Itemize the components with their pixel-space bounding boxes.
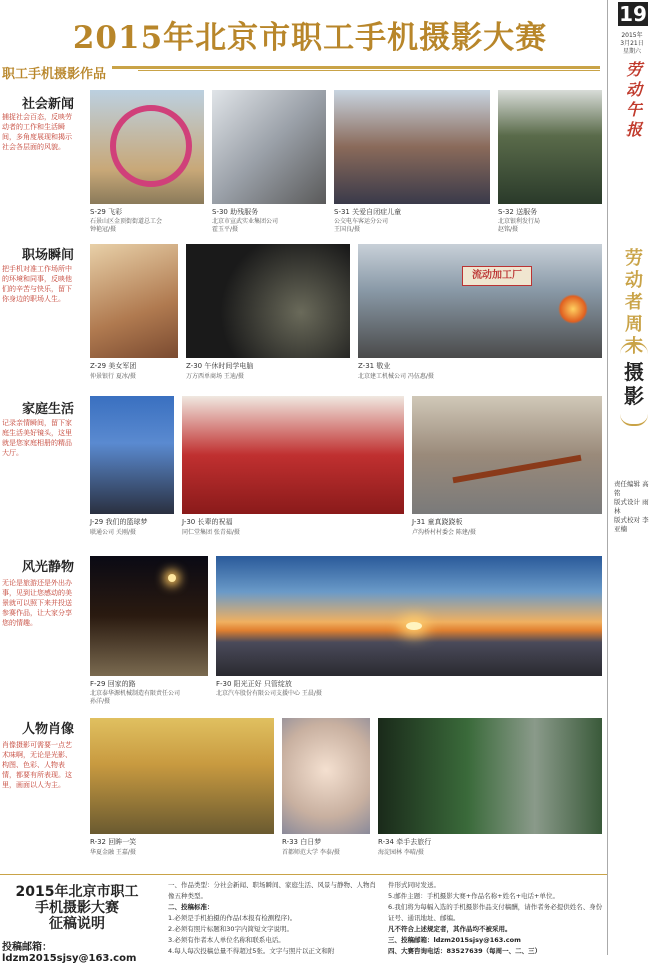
- credit-editor: 责任编辑 高铭: [614, 480, 649, 497]
- category-desc: 肖像摄影可需要一点艺术味啊，无论是光影、构图、色彩、人物表情，都要有所表现。这里，画面以人为主。: [2, 741, 72, 789]
- column-label: 摄影: [624, 360, 644, 408]
- photo-z30: [186, 244, 350, 358]
- page-number: 19: [619, 2, 647, 26]
- photo-credit: 海淀园林 李晴/摄: [378, 849, 424, 856]
- category-title: 风光静物: [21, 560, 74, 575]
- notice-column-2: [388, 880, 604, 957]
- notice-line: 1.必须是手机拍摄的作品(本报有检测程序)。: [168, 914, 297, 922]
- street-lamp: [168, 574, 176, 582]
- photo-credit: 同仁堂集团 张青茹/摄: [182, 529, 240, 536]
- date-year: 2015年: [621, 32, 643, 39]
- notice-line: 二、投稿标准：: [168, 903, 214, 911]
- photo-credit: 北京建工机械公司 冯伍惠/摄: [358, 373, 434, 380]
- photo-credit: 钟艳冠/摄: [90, 226, 117, 233]
- photo-credit: 孙洋/摄: [90, 698, 111, 705]
- category-title: 家庭生活: [21, 402, 74, 417]
- category-title: 职场瞬间: [21, 248, 74, 263]
- section-label: 职工手机摄影作品: [0, 63, 112, 82]
- photo-caption: Z-29 美女军团: [90, 362, 137, 370]
- editor-credits: [614, 480, 652, 534]
- category-desc: 无论是旅游还是外出办事，见到让您感动的美景就可以照下来并投送参赛作品，让大家分享您的情趣。: [2, 579, 72, 627]
- photo-credit: 王国良/摄: [334, 226, 361, 233]
- page-title: 2015年北京市职工手机摄影大赛: [72, 20, 548, 56]
- notice-line: 2.必须有照片标题和30字内简短文字说明。: [168, 925, 293, 933]
- photo-credit: 万方西单商场 王迪/摄: [186, 373, 244, 380]
- photo-credit: 北京汽车股份有限公司支援中心 王晨/摄: [216, 690, 322, 697]
- notice-line: 6.我们将为每幅入选的手机摄影作品支付稿酬，请作者务必提供姓名、身份证号、通讯地址、邮编。: [388, 903, 603, 922]
- photo-credit: 赵铭/摄: [498, 226, 519, 233]
- photo-r34: [378, 718, 602, 834]
- notice-line: 凡不符合上述规定者，其作品均不被采用。: [388, 925, 512, 933]
- photo-r33: [282, 718, 370, 834]
- weekend-label: 劳动者周末: [625, 248, 643, 357]
- notice-title-line: 征稿说明: [49, 916, 105, 932]
- credit-proof: 版式校对 李亚楠: [614, 516, 649, 533]
- credit-design: 版式设计 雨林: [614, 498, 649, 515]
- category-desc: 记录亲情瞬间，留下家庭生活美好镜头，这里就是您家庭相册的精品大厅。: [2, 419, 72, 457]
- notice-title-line: 2015年北京市职工: [15, 884, 139, 900]
- notice-line: 四、大赛咨询电话：83527639（每周一、二、三）: [388, 947, 542, 955]
- photo-f30: [216, 556, 602, 676]
- photo-credit: 霍玉平/摄: [212, 226, 239, 233]
- photo-caption: J-30 长辈的祝福: [182, 518, 233, 526]
- submission-email: 投稿邮箱：ldzm2015sjsy@163.com: [2, 942, 137, 964]
- photo-z29: [90, 244, 178, 358]
- photo-j29: [90, 396, 174, 514]
- photo-caption: J-29 我们的篮球梦: [90, 518, 148, 526]
- photo-caption: R-32 回眸一笑: [90, 838, 137, 846]
- category-desc: 捕捉社会百态，反映劳动者的工作和生活瞬间，多角度展现和揭示社会各层面的风貌。: [2, 113, 72, 151]
- header-rule-thin: [138, 70, 600, 71]
- category-desc: 把手机对准工作场所中的环境和同事，反映他们的辛苦与快乐，留下你身边的职场人生。: [2, 265, 72, 303]
- photo-caption: R-34 牵手去旅行: [378, 838, 432, 846]
- issue-date: [612, 32, 652, 56]
- photo-f29: [90, 556, 208, 676]
- bottom-rule: [0, 874, 607, 875]
- photo-caption: R-33 白日梦: [282, 838, 322, 846]
- newspaper-logo: 劳动午报: [625, 60, 642, 139]
- notice-line: 三、投稿邮箱：ldzm2015sjsy@163.com: [388, 936, 521, 944]
- welding-sparks: [558, 294, 588, 324]
- photo-credit: 北京银利发行局: [498, 218, 541, 225]
- category-title: 人物肖像: [21, 722, 74, 737]
- photo-credit: 北京市宣武实业集团公司: [212, 218, 279, 225]
- notice-line: 一、作品类型：分社会新闻、职场瞬间、家庭生活、风景与静物、人物肖像五种类型。: [168, 881, 376, 900]
- photo-credit: 联通公司 关刚/摄: [90, 529, 136, 536]
- photo-credit: 北京泰华源机械制造有限责任公司: [90, 690, 181, 697]
- photo-s32: [498, 90, 602, 204]
- photo-credit: 卢沟桥村村委会 陈建/摄: [412, 529, 476, 536]
- notice-line: 3.必须有作者本人单位名称和联系电话。: [168, 936, 285, 944]
- shop-sign: 流动加工厂: [462, 266, 532, 286]
- photo-s30: [212, 90, 326, 204]
- notice-line: 件形式同时发送。: [388, 881, 440, 889]
- photo-s29: [90, 90, 204, 204]
- photo-j30: [182, 396, 404, 514]
- notice-line: 5.邮件主题：手机摄影大赛+作品名称+姓名+电话+单位。: [388, 892, 559, 900]
- photo-j31: [412, 396, 602, 514]
- photo-caption: S-31 关爱自闭症儿童: [334, 208, 402, 216]
- photo-s31: [334, 90, 490, 204]
- photo-r32: [90, 718, 274, 834]
- sidebar-divider: [607, 0, 608, 955]
- sun: [406, 622, 422, 630]
- photo-credit: 公交电车客运分公司: [334, 218, 389, 225]
- seesaw-shape: [452, 455, 581, 483]
- photo-caption: F-29 回家的路: [90, 680, 136, 688]
- photo-caption: S-32 送服务: [498, 208, 538, 216]
- photo-caption: F-30 阳光正好 只管绽放: [216, 680, 292, 688]
- photo-credit: 石景山区金顶街街道总工会: [90, 218, 163, 225]
- date-weekday: 星期六: [622, 48, 641, 55]
- notice-column-1: [168, 880, 382, 957]
- category-title: 社会新闻: [21, 97, 74, 112]
- photo-caption: S-30 助残服务: [212, 208, 259, 216]
- photo-caption: J-31 童真跷跷板: [412, 518, 463, 526]
- photo-caption: S-29 飞彩: [90, 208, 123, 216]
- photo-credit: 华夏金融 王嘉/摄: [90, 849, 136, 856]
- photo-caption: Z-31 敬业: [358, 362, 391, 370]
- date-day: 3月21日: [620, 40, 644, 47]
- notice-line: 4.每人每次投稿总量不得超过5张。文字与照片以正文和附: [168, 947, 335, 955]
- photo-z31: [358, 244, 602, 358]
- photo-credit: 首都师范大学 李泰/摄: [282, 849, 340, 856]
- photo-credit: 仲景银行 夏冰/摄: [90, 373, 136, 380]
- sculpture-shape: [110, 105, 192, 187]
- notice-title-line: 手机摄影大赛: [35, 900, 119, 916]
- contest-notice-title: [2, 884, 152, 932]
- photo-caption: Z-30 午休时间学电脑: [186, 362, 254, 370]
